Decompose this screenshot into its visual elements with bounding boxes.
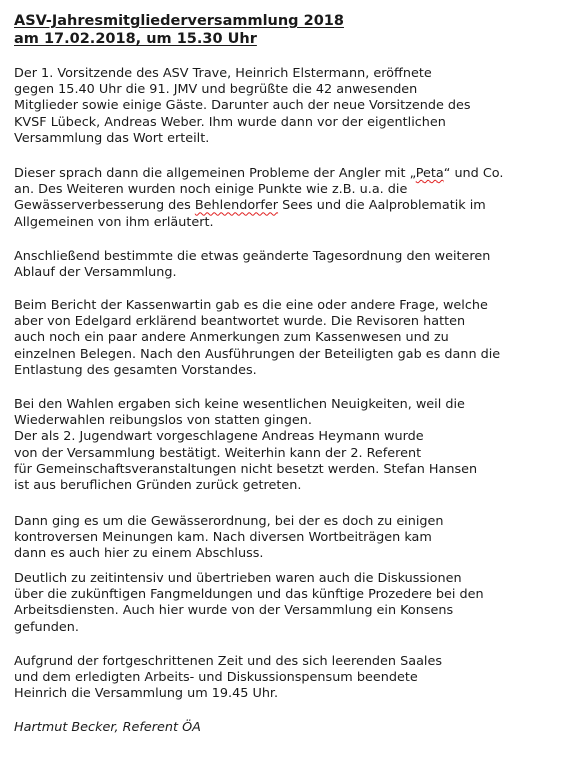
- text-line: Gewässerverbesserung des Behlendorfer Sees und die Aalproblematik im: [14, 198, 486, 214]
- spellcheck-mark: Behlendorfer: [194, 198, 279, 214]
- title-line: am 17.02.2018, um 15.30 Uhr: [14, 31, 257, 47]
- title-line: ASV-Jahresmitgliederversammlung 2018: [14, 13, 344, 29]
- text-line: auch noch ein paar andere Anmerkungen zum Kassenwesen und zu: [14, 330, 449, 346]
- paragraph-speech: [14, 166, 554, 231]
- text-line: Ablauf der Versammlung.: [14, 265, 177, 281]
- text-line: und dem erledigten Arbeits- und Diskussionspensum beendete: [14, 670, 418, 686]
- paragraph-agenda: [14, 249, 554, 281]
- text-line: einzelnen Belegen. Nach den Ausführungen der Beteiligten gab es dann die: [14, 346, 501, 362]
- text-line: Deutlich zu zeitintensiv und übertrieben waren auch die Diskussionen: [14, 571, 462, 586]
- paragraph-closing: [14, 654, 554, 703]
- paragraph-elections: [14, 397, 554, 494]
- text-line: über die zukünftigen Fangmeldungen und das künftige Prozedere bei den: [14, 587, 484, 603]
- text-line: Der 1. Vorsitzende des ASV Trave, Heinrich Elstermann, eröffnete: [14, 66, 432, 81]
- text-line: Versammlung das Wort erteilt.: [14, 130, 210, 146]
- text-line: Heinrich die Versammlung um 19.45 Uhr.: [14, 686, 279, 702]
- signature: [14, 720, 554, 736]
- text-line: aber von Edelgard erklärend beantwortet wurde. Die Revisoren hatten: [14, 314, 466, 330]
- text-line: dann es auch hier zu einem Abschluss.: [14, 546, 264, 562]
- text-line: Bei den Wahlen ergaben sich keine wesentlichen Neuigkeiten, weil die: [14, 397, 465, 412]
- paragraph-water-regulations: [14, 514, 554, 563]
- text-line: Mitglieder sowie einige Gäste. Darunter auch der neue Vorsitzende des: [14, 98, 471, 114]
- text-line: Wiederwahlen reibungslos von statten gingen.: [14, 413, 312, 429]
- text-line: Aufgrund der fortgeschrittenen Zeit und des sich leerenden Saales: [14, 654, 443, 669]
- text-line: Arbeitsdiensten. Auch hier wurde von der Versammlung ein Konsens: [14, 603, 454, 619]
- text-line: gefunden.: [14, 619, 79, 635]
- text-line: für Gemeinschaftsveranstaltungen nicht besetzt werden. Stefan Hansen: [14, 461, 478, 477]
- text-line: Entlastung des gesamten Vorstandes.: [14, 362, 257, 378]
- text-line: KVSF Lübeck, Andreas Weber. Ihm wurde dann vor der eigentlichen: [14, 114, 446, 130]
- document-title: [14, 12, 544, 48]
- text-line: von der Versammlung bestätigt. Weiterhin kann der 2. Referent: [14, 445, 422, 461]
- spellcheck-mark: Peta: [415, 166, 444, 181]
- text-line: Der als 2. Jugendwart vorgeschlagene Andreas Heymann wurde: [14, 429, 424, 445]
- text-line: Beim Bericht der Kassenwartin gab es die eine oder andere Frage, welche: [14, 298, 488, 313]
- text-line: kontroversen Meinungen kam. Nach diversen Wortbeiträgen kam: [14, 530, 432, 546]
- paragraph-opening: [14, 66, 554, 147]
- text-line: Allgemeinen von ihm erläutert.: [14, 214, 214, 230]
- text-line: Dann ging es um die Gewässerordnung, bei der es doch zu einigen: [14, 514, 444, 529]
- text-line: Dieser sprach dann die allgemeinen Probleme der Angler mit „Peta“ und Co.: [14, 166, 504, 181]
- signature-line: Hartmut Becker, Referent ÖA: [14, 720, 201, 735]
- text-line: an. Des Weiteren wurden noch einige Punkte wie z.B. u.a. die: [14, 182, 408, 198]
- text-line: gegen 15.40 Uhr die 91. JMV und begrüßte die 42 anwesenden: [14, 82, 418, 98]
- text-line: ist aus beruflichen Gründen zurück getreten.: [14, 478, 302, 494]
- text-line: Anschließend bestimmte die etwas geänderte Tagesordnung den weiteren: [14, 249, 491, 264]
- paragraph-treasurer-report: [14, 298, 554, 379]
- paragraph-discussions: [14, 571, 554, 636]
